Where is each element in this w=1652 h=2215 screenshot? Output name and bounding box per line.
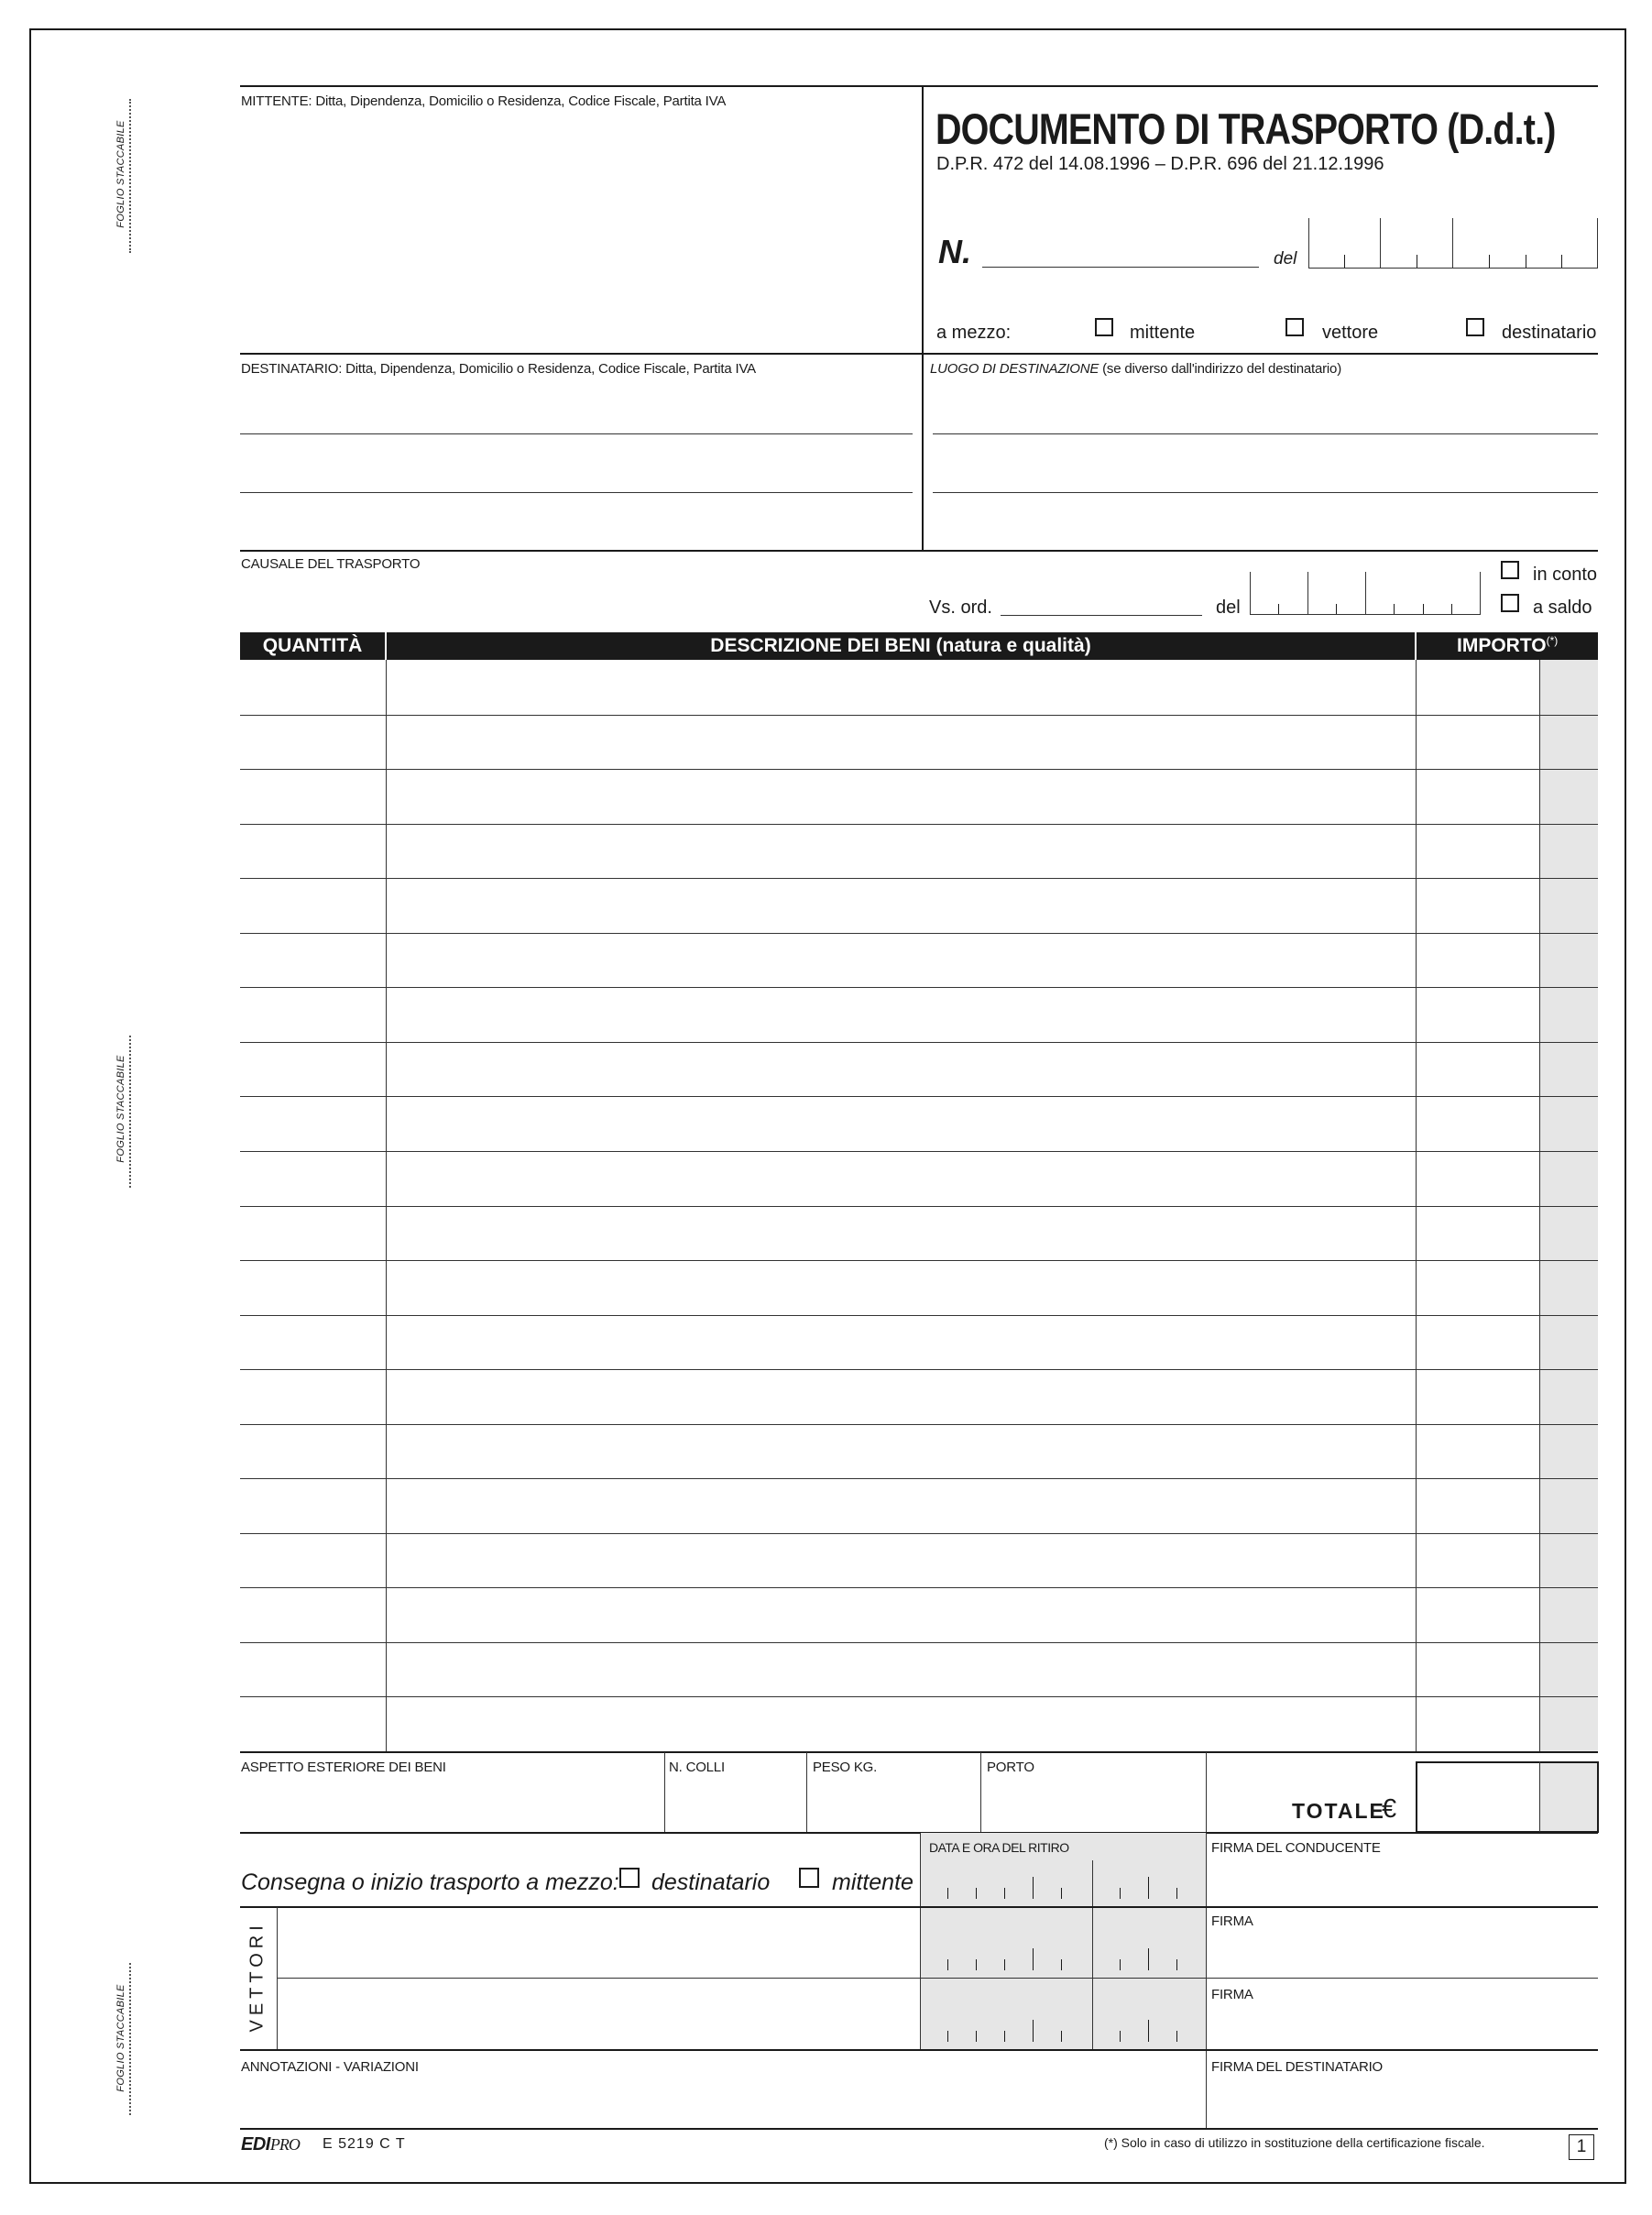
row-separator	[240, 1315, 1598, 1316]
data-ritiro-shade	[920, 1833, 1206, 2050]
mittente-label: MITTENTE: Ditta, Dipendenza, Domicilio o Residenza, Codice Fiscale, Partita IVA	[241, 93, 727, 109]
perforation-marker	[129, 1963, 131, 2115]
date-tick	[1033, 2020, 1034, 2042]
firma-destinatario-label: FIRMA DEL DESTINATARIO	[1211, 2059, 1384, 2075]
row-separator	[240, 1642, 1598, 1643]
date-label: del	[1274, 249, 1297, 269]
aspetto-label: ASPETTO ESTERIORE DEI BENI	[241, 1760, 446, 1775]
luogo-destinazione-label	[930, 361, 1341, 377]
destinatario-label: DESTINATARIO: Ditta, Dipendenza, Domicilio o Residenza, Codice Fiscale, Partita IVA	[241, 361, 756, 377]
date-tick	[1061, 1959, 1062, 1970]
header-divider	[922, 85, 924, 551]
row-separator	[240, 1478, 1598, 1479]
date-tick	[1120, 1959, 1121, 1970]
date-tick	[1176, 2031, 1177, 2042]
date-tick	[947, 1959, 948, 1970]
rule	[240, 2049, 1598, 2051]
checkbox-destinatario[interactable]	[1466, 318, 1484, 336]
checkbox-vettore[interactable]	[1285, 318, 1304, 336]
checkbox-a-saldo[interactable]	[1501, 594, 1519, 612]
destinatario-line-1[interactable]	[240, 433, 913, 434]
top-rule	[240, 85, 1598, 87]
firma-vettore-2-label: FIRMA	[1211, 1987, 1253, 2002]
date-tick	[1120, 1888, 1121, 1899]
brand-logo	[241, 2134, 300, 2155]
vs-ord-date-field[interactable]	[1250, 572, 1481, 616]
date-tick	[947, 1888, 948, 1899]
destinatario-line-2[interactable]	[240, 492, 913, 493]
checkbox-consegna-destinatario[interactable]	[619, 1868, 640, 1888]
totale-label: TOTALE	[1292, 1799, 1385, 1823]
perforation-marker	[129, 99, 131, 253]
row-separator	[240, 1533, 1598, 1534]
date-tick	[1033, 1877, 1034, 1899]
number-label: N.	[938, 233, 971, 270]
header-divider	[1415, 632, 1417, 660]
cell-divider	[806, 1752, 807, 1833]
table-row[interactable]	[240, 1424, 1598, 1479]
document-subtitle: D.P.R. 472 del 14.08.1996 – D.P.R. 696 del 21.12.1996	[936, 154, 1384, 174]
date-tick	[1148, 1948, 1149, 1970]
header-divider	[385, 632, 387, 660]
annotazioni-label: ANNOTAZIONI - VARIAZIONI	[241, 2059, 419, 2075]
consegna-label: Consegna o inizio trasporto a mezzo:	[241, 1870, 619, 1895]
rule	[240, 1906, 1598, 1908]
option-destinatario: destinatario	[1502, 323, 1597, 343]
column-header-importo	[1417, 632, 1598, 660]
date-tick	[1148, 1877, 1149, 1899]
table-row[interactable]	[240, 1478, 1598, 1533]
row-separator	[240, 1151, 1598, 1152]
a-mezzo-label: a mezzo:	[936, 323, 1012, 343]
table-row[interactable]	[240, 987, 1598, 1042]
table-row[interactable]	[240, 1315, 1598, 1370]
rule	[240, 1751, 1598, 1753]
perforation-marker	[129, 1036, 131, 1188]
causale-label: CAUSALE DEL TRASPORTO	[241, 556, 421, 572]
date-tick	[1176, 1959, 1177, 1970]
document-title: DOCUMENTO DI TRASPORTO (D.d.t.)	[935, 104, 1556, 153]
brand-edi: EDI	[241, 2134, 270, 2155]
rule	[240, 1832, 1598, 1834]
table-row[interactable]	[240, 1533, 1598, 1588]
table-row[interactable]	[240, 660, 1598, 715]
date-tick	[1148, 2020, 1149, 2042]
row-separator	[240, 824, 1598, 825]
row-separator	[240, 878, 1598, 879]
cell-divider	[920, 1833, 921, 2050]
option-a-saldo: a saldo	[1533, 598, 1592, 618]
row-separator	[240, 1042, 1598, 1043]
table-row[interactable]	[240, 824, 1598, 879]
firma-vettore-1-label: FIRMA	[1211, 1913, 1253, 1929]
vs-ord-date-label: del	[1216, 598, 1241, 618]
table-row[interactable]	[240, 1260, 1598, 1315]
table-row[interactable]	[240, 933, 1598, 988]
descrizione-header-text: DESCRIZIONE DEI BENI (natura e qualità)	[710, 635, 1091, 656]
row-separator	[240, 933, 1598, 934]
importo-footnote-ref: (*)	[1546, 634, 1559, 647]
column-header-quantita: QUANTITÀ	[262, 635, 363, 656]
rule	[240, 550, 1598, 552]
product-code: E 5219 C T	[323, 2136, 406, 2152]
firma-conducente-label: FIRMA DEL CONDUCENTE	[1211, 1840, 1381, 1856]
row-separator	[240, 1696, 1598, 1697]
checkbox-mittente[interactable]	[1095, 318, 1113, 336]
option-mittente: mittente	[1130, 323, 1196, 343]
row-separator	[240, 1260, 1598, 1261]
rule	[240, 353, 1598, 355]
cell-divider	[1092, 1860, 1093, 2050]
cell-divider	[1206, 1833, 1207, 2130]
table-row[interactable]	[240, 1587, 1598, 1642]
checkbox-in-conto[interactable]	[1501, 561, 1519, 579]
checkbox-consegna-mittente[interactable]	[799, 1868, 819, 1888]
cell-divider	[1206, 1752, 1207, 1833]
vs-ord-field[interactable]	[1001, 615, 1202, 616]
cell-divider	[980, 1752, 981, 1833]
row-separator	[240, 715, 1598, 716]
side-label-bottom: FOGLIO STACCABILE	[115, 1984, 126, 2092]
row-separator	[240, 1424, 1598, 1425]
euro-symbol: €	[1382, 1794, 1397, 1824]
option-consegna-mittente: mittente	[832, 1870, 914, 1895]
data-ritiro-label: DATA E ORA DEL RITIRO	[929, 1840, 1069, 1855]
vs-ord-label: Vs. ord.	[929, 598, 992, 618]
option-in-conto: in conto	[1533, 565, 1598, 585]
vettori-label	[247, 1923, 268, 2033]
option-vettore: vettore	[1322, 323, 1379, 343]
row-separator	[240, 1369, 1598, 1370]
totale-decimal-shade	[1539, 1763, 1597, 1831]
rule	[240, 2128, 1598, 2130]
date-tick	[976, 1888, 977, 1899]
table-row[interactable]	[240, 1696, 1598, 1751]
luogo-title: LUOGO DI DESTINAZIONE	[930, 361, 1100, 377]
date-tick	[1061, 1888, 1062, 1899]
date-tick	[1004, 1959, 1005, 1970]
row-separator	[240, 769, 1598, 770]
footnote: (*) Solo in caso di utilizzo in sostituzione della certificazione fiscale.	[1104, 2135, 1485, 2150]
date-tick	[1120, 2031, 1121, 2042]
peso-label: PESO KG.	[813, 1760, 878, 1775]
row-separator	[240, 1096, 1598, 1097]
option-consegna-destinatario: destinatario	[651, 1870, 771, 1895]
brand-pro: PRO	[269, 2135, 300, 2154]
date-tick	[976, 1959, 977, 1970]
porto-label: PORTO	[987, 1760, 1034, 1775]
table-row[interactable]	[240, 1151, 1598, 1206]
number-field[interactable]	[982, 267, 1259, 268]
vettori-label-text: VETTORI	[246, 1921, 268, 2033]
date-tick	[1004, 1888, 1005, 1899]
vettori-divider	[277, 1907, 278, 2050]
luogo-line-1[interactable]	[933, 433, 1598, 434]
luogo-note: (se diverso dall'indirizzo del destinatario)	[1102, 361, 1341, 377]
cell-divider	[1539, 1761, 1540, 1833]
date-tick	[1061, 2031, 1062, 2042]
side-label-middle: FOGLIO STACCABILE	[115, 1055, 126, 1163]
date-tick	[976, 2031, 977, 2042]
row-separator	[240, 1587, 1598, 1588]
table-row[interactable]	[240, 1042, 1598, 1097]
table-row[interactable]	[240, 769, 1598, 824]
row-separator	[240, 1206, 1598, 1207]
date-tick	[1004, 2031, 1005, 2042]
table-row[interactable]	[240, 715, 1598, 770]
table-row[interactable]	[240, 1206, 1598, 1261]
table-row[interactable]	[240, 1369, 1598, 1424]
page-number: 1	[1569, 2134, 1594, 2160]
colli-label: N. COLLI	[669, 1760, 725, 1775]
side-label-top: FOGLIO STACCABILE	[115, 120, 126, 228]
table-row[interactable]	[240, 1096, 1598, 1151]
date-tick	[1176, 1888, 1177, 1899]
importo-header-text: IMPORTO	[1457, 635, 1547, 656]
table-row[interactable]	[240, 878, 1598, 933]
rule	[277, 1978, 1598, 1979]
date-field[interactable]	[1308, 218, 1598, 269]
cell-divider	[664, 1752, 665, 1833]
luogo-line-2[interactable]	[933, 492, 1598, 493]
date-tick	[1033, 1948, 1034, 1970]
date-tick	[947, 2031, 948, 2042]
row-separator	[240, 987, 1598, 988]
column-header-descrizione	[387, 632, 1415, 660]
table-row[interactable]	[240, 1642, 1598, 1697]
